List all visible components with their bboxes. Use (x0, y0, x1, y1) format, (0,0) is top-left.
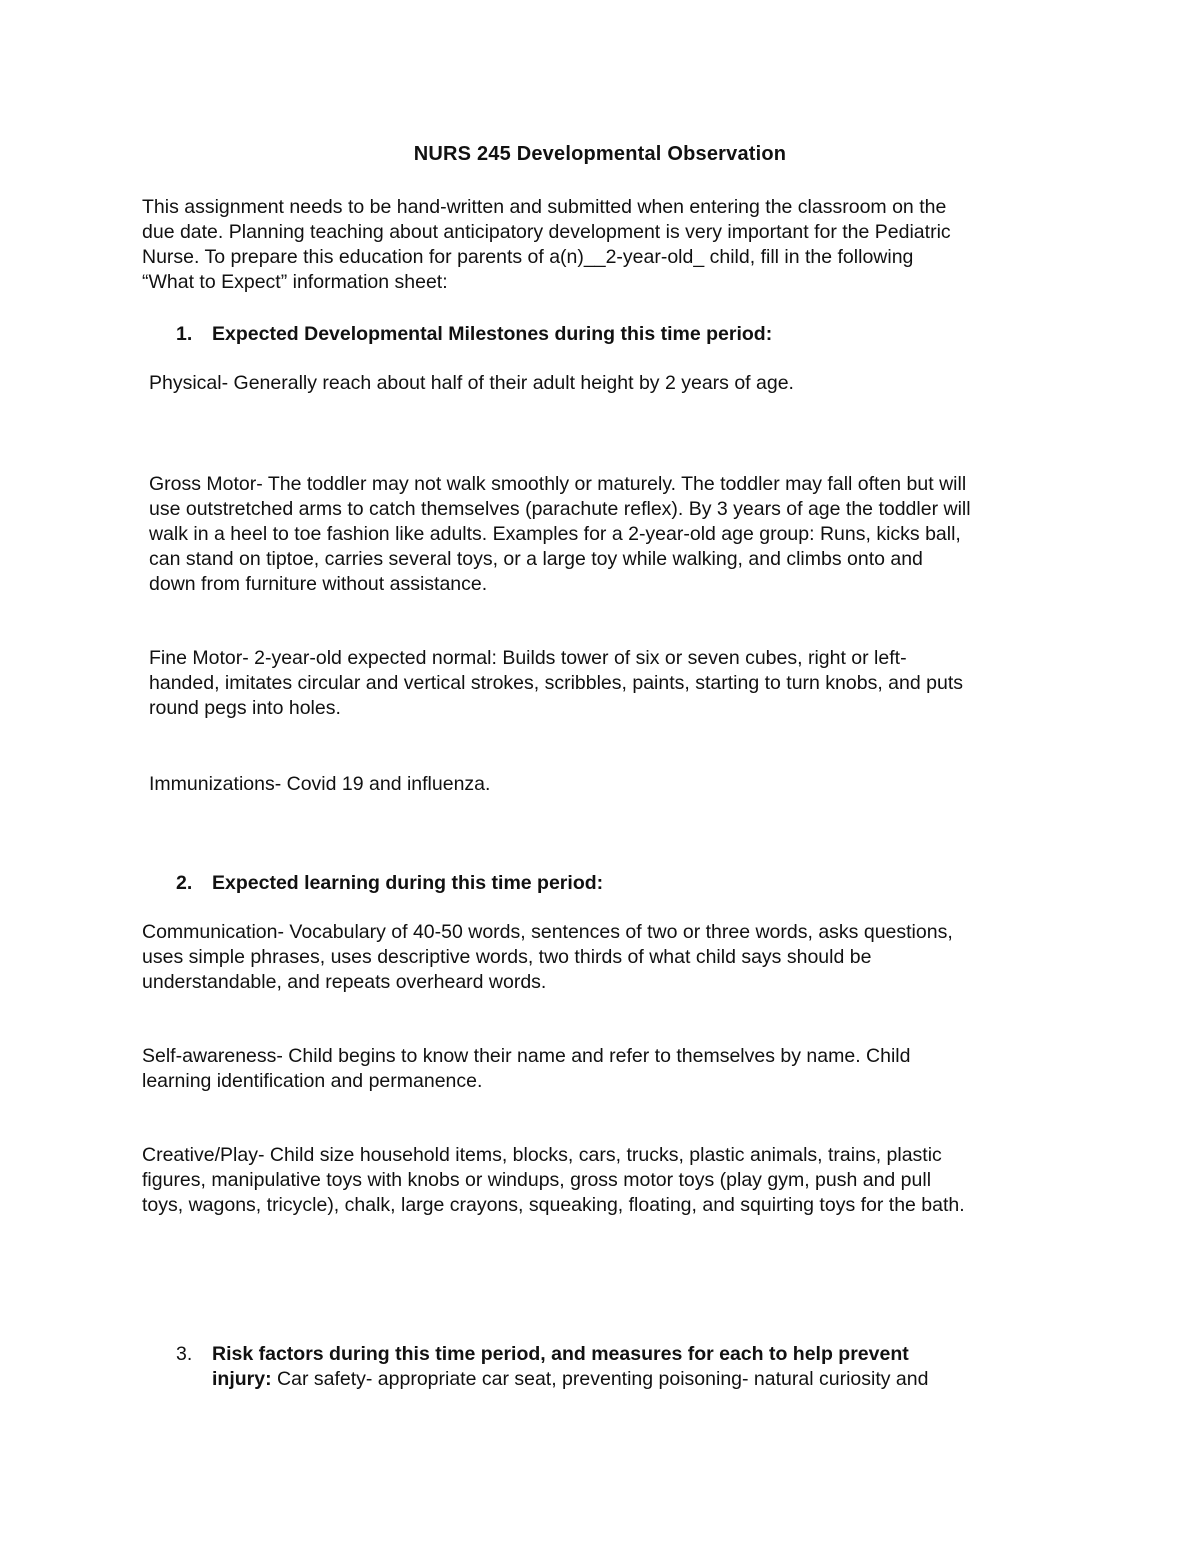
communication-line: understandable, and repeats overheard words. (142, 971, 547, 993)
fine-motor-paragraph (149, 646, 963, 721)
creative-play-line: Creative/Play- Child size household items, blocks, cars, trucks, plastic animals, trains, plastic (142, 1144, 942, 1166)
gross-motor-paragraph (149, 472, 971, 597)
section-3-injury-label: injury: (212, 1368, 272, 1390)
creative-play-line: figures, manipulative toys with knobs or windups, gross motor toys (play gym, push and pull (142, 1169, 932, 1191)
self-awareness-line: learning identification and permanence. (142, 1070, 483, 1092)
communication-line: Communication- Vocabulary of 40-50 words, sentences of two or three words, asks questions, (142, 921, 953, 943)
gross-motor-line: use outstretched arms to catch themselves (parachute reflex). By 3 years of age the toddler will (149, 498, 971, 520)
communication-paragraph (142, 920, 953, 995)
section-1-heading: Expected Developmental Milestones during this time period: (212, 323, 773, 345)
self-awareness-line: Self-awareness- Child begins to know their name and refer to themselves by name. Child (142, 1045, 911, 1067)
self-awareness-paragraph (142, 1044, 910, 1094)
immunizations-paragraph (149, 772, 490, 797)
fine-motor-line: handed, imitates circular and vertical strokes, scribbles, paints, starting to turn knobs, and puts (149, 672, 963, 694)
section-2-heading: Expected learning during this time period: (212, 872, 604, 894)
physical-paragraph (149, 371, 794, 396)
intro-line: This assignment needs to be hand-written and submitted when entering the classroom on the (142, 196, 947, 218)
fine-motor-line: Fine Motor- 2-year-old expected normal: Builds tower of six or seven cubes, right or left- (149, 647, 907, 669)
section-3-paragraph (212, 1342, 928, 1392)
page-title: NURS 245 Developmental Observation (413, 143, 787, 165)
intro-line: Nurse. To prepare this education for parents of a(n)__2-year-old_ child, fill in the following (142, 246, 914, 268)
creative-play-paragraph (142, 1143, 965, 1218)
intro-line: due date. Planning teaching about anticipatory development is very important for the Pediatric (142, 221, 951, 243)
intro-paragraph (142, 195, 951, 295)
gross-motor-line: can stand on tiptoe, carries several toys, or a large toy while walking, and climbs onto and (149, 548, 923, 570)
communication-line: uses simple phrases, uses descriptive words, two thirds of what child says should be (142, 946, 872, 968)
creative-play-line: toys, wagons, tricycle), chalk, large crayons, squeaking, floating, and squirting toys for the bath. (142, 1194, 965, 1216)
gross-motor-line: down from furniture without assistance. (149, 573, 488, 595)
section-3-number: 3. (176, 1343, 193, 1365)
section-3-line (212, 1367, 928, 1392)
section-1-number: 1. (176, 323, 193, 345)
immunizations-line: Immunizations- Covid 19 and influenza. (149, 773, 491, 795)
fine-motor-line: round pegs into holes. (149, 697, 341, 719)
intro-line: “What to Expect” information sheet: (142, 271, 448, 293)
section-3-heading: Risk factors during this time period, and measures for each to help prevent (212, 1343, 909, 1365)
section-2-number: 2. (176, 872, 193, 894)
gross-motor-line: Gross Motor- The toddler may not walk smoothly or maturely. The toddler may fall often but will (149, 473, 967, 495)
section-3-text: Car safety- appropriate car seat, preventing poisoning- natural curiosity and (271, 1368, 929, 1390)
gross-motor-line: walk in a heel to toe fashion like adults. Examples for a 2-year-old age group: Runs, kicks ball, (149, 523, 961, 545)
physical-line: Physical- Generally reach about half of their adult height by 2 years of age. (149, 372, 794, 394)
